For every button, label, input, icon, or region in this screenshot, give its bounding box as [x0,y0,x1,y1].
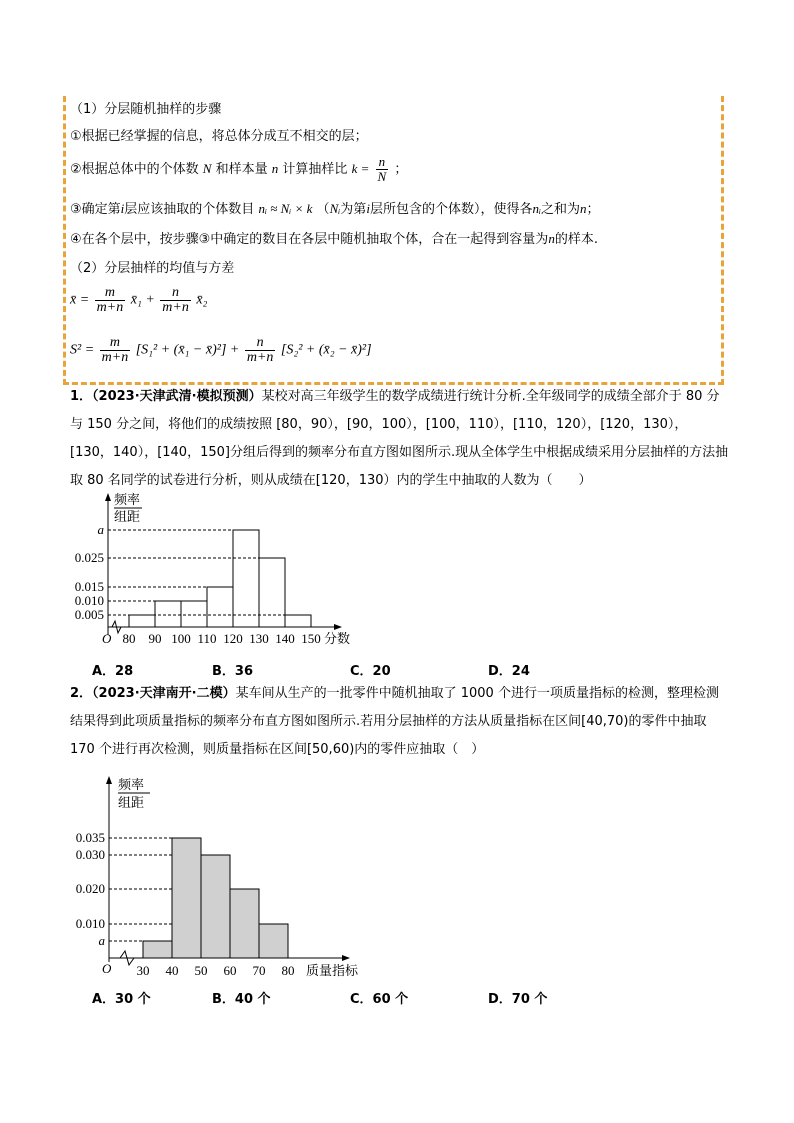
question-number: 1． [70,389,93,404]
option-b[interactable]: B．40 个 [212,992,271,1007]
step3-text: （ [316,202,330,217]
option-c[interactable]: C．20 [350,664,391,679]
option-a[interactable]: A．28 [92,664,134,679]
frac-num: n [376,155,389,170]
frac-num: m [95,286,126,301]
step2-end: ； [394,162,408,177]
frac [95,286,126,315]
var-term: [S₁² + (x̄₁ − x̄)²] + [135,342,240,358]
mean-term: x̄₁ + [130,292,155,308]
step4-text: ④在各个层中，按步骤③中确定的数目在各层中随机抽取个体，合在一起得到容量为 [70,232,549,247]
step3-text: ③确定第 [70,202,121,217]
x-tick: 70 [252,963,266,978]
x-tick: 140 [275,631,295,646]
question-text: 某校对高三年级学生的数学成绩进行统计分析.全年级同学的成绩全部介于 80 分与 150 分之间，将他们的成绩按照 [80，90），[90，100），[100，110），[110，120），[120，130），[130，140），[140，150]分组后得到的频率分布直方图如图所示.现从全体学生中根据成绩采用分层抽样的方法抽取 80 名同学的试卷进行分析，则从成绩在[120，130）内的学生中抽取的人数为（ ） [70,389,729,488]
x-tick: 130 [249,631,269,646]
var-k: k = [351,161,370,176]
origin-label: O [102,961,112,976]
question-text: 某车间从生产的一批零件中随机抽取了 1000 个进行一项质量指标的检测，整理检测结果得到此项质量指标的频率分布直方图如图所示.若用分层抽样的方法从质量指标在区间[40,70)的零件中抽取 170 个进行再次检测，则质量指标在区间[50,60)内的零件应抽取（ ） [70,686,719,757]
histogram-2 [62,772,382,982]
y-tick: a [98,933,105,948]
x-axis-label: 质量指标 [306,963,359,978]
var-n: n [548,231,555,246]
question-source: （2023·天津武清·模拟预测） [92,389,262,404]
y-tick: 0.015 [74,579,104,594]
x-tick: 80 [281,963,295,978]
step2-text: 和样本量 [215,162,268,177]
x-tick: 30 [136,963,150,978]
y-tick: a [97,522,104,537]
step-2 [70,155,407,184]
var-term: [S₂² + (x̄₂ − x̄)²] [280,342,372,358]
var-N: N [202,161,212,176]
frac-num: m [100,336,131,351]
frac [160,286,191,315]
frac-num: n [245,336,276,351]
y-tick: 0.005 [74,607,104,622]
y-axis-label-top: 频率 [118,777,145,792]
y-tick: 0.025 [74,550,104,565]
var-i: i [120,201,125,216]
question-1 [70,383,730,495]
question-number: 2． [70,686,93,701]
frac-den: m+n [246,350,274,365]
option-d[interactable]: D．70 个 [488,992,548,1007]
x-tick: 150 [301,631,321,646]
step2-text: ②根据总体中的个体数 [70,162,199,177]
var-ni: nᵢ [532,201,542,216]
y-tick: 0.020 [75,881,105,896]
x-tick: 100 [171,631,191,646]
step3-text: 层所包含的个体数），使得各 [369,202,533,217]
step3-text: ； [586,202,600,217]
frac-num: n [160,286,191,301]
section1-title: （1）分层随机抽样的步骤 [70,102,222,117]
mean-formula [70,286,207,315]
y-axis-label-top: 频率 [114,492,141,507]
step-4 [70,228,598,247]
frac [100,336,131,365]
origin-label: O [102,631,112,646]
section2-title: （2）分层抽样的均值与方差 [70,261,235,276]
y-tick: 0.035 [75,830,105,845]
y-tick: 0.010 [75,916,105,931]
y-axis-label-bottom: 组距 [118,795,145,810]
frac-den: m+n [101,350,129,365]
frac-den: m+n [162,300,189,315]
fraction-n-over-N [376,155,389,184]
question-2 [70,680,730,764]
histogram-1 [62,490,362,650]
y-tick: 0.030 [75,847,105,862]
frac [245,336,276,365]
step2-text: 计算抽样比 [282,162,348,177]
x-tick: 40 [165,963,179,978]
var-Ni: Nᵢ [329,201,341,216]
option-a[interactable]: A．30 个 [92,992,151,1007]
question-source: （2023·天津南开·二模） [92,686,236,701]
var-n: n [580,201,587,216]
mean-term: x̄₂ [196,292,208,308]
variance-formula [70,336,372,365]
x-tick: 50 [194,963,208,978]
option-c[interactable]: C．60 个 [350,992,409,1007]
y-tick: 0.010 [74,593,104,608]
step-1: ①根据已经掌握的信息，将总体分成互不相交的层； [70,129,368,144]
formula-ni: nᵢ ≈ Nᵢ × k [258,201,313,216]
var-n: n [271,161,279,176]
x-axis-label: 分数 [324,631,351,646]
x-tick: 120 [223,631,243,646]
frac-den: m+n [96,300,124,315]
option-d[interactable]: D．24 [488,664,530,679]
y-axis-label-bottom: 组距 [114,509,141,524]
step-3 [70,198,600,217]
bars [129,530,311,627]
x-tick: 60 [223,963,237,978]
frac-den: N [377,169,387,184]
mean-lhs: x̄ = [70,292,90,308]
step3-text: 为第 [340,202,367,217]
step4-text: 的样本. [554,232,598,247]
var-lhs: S² = [70,342,95,358]
x-tick: 80 [122,631,136,646]
option-b[interactable]: B．36 [212,664,253,679]
x-tick: 110 [197,631,217,646]
step3-text: 层应该抽取的个体数目 [124,202,255,217]
bars [143,838,288,958]
x-tick: 90 [148,631,162,646]
var-i: i [366,201,370,216]
step3-text: 之和为 [541,202,581,217]
